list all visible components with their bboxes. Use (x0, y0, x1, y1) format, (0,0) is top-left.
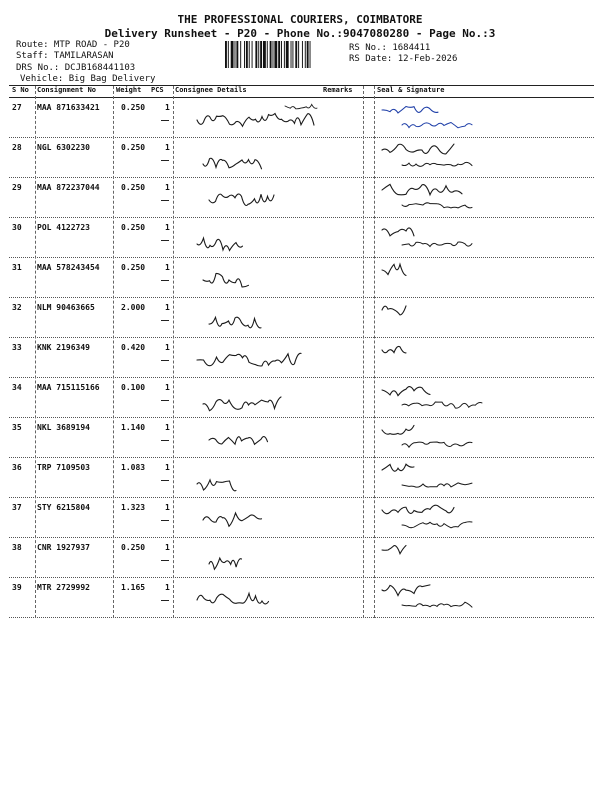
row-pcs: 1 (165, 383, 170, 392)
row-weight: 0.250 (121, 103, 146, 112)
row-weight: 1.140 (121, 423, 146, 432)
vehicle-label: Vehicle: Big Bag Delivery (20, 74, 156, 84)
sheet-subtitle: Delivery Runsheet - P20 - Phone No.:9047080280 - Page No.:3 (104, 27, 496, 40)
row-consignment-no: TRP 7109503 (37, 463, 90, 472)
table-row (9, 498, 594, 538)
row-sno: 33 (12, 343, 22, 352)
row-sno: 32 (12, 303, 22, 312)
table-row (9, 138, 594, 178)
row-pcs: 1 (165, 303, 170, 312)
row-weight: 0.250 (121, 223, 146, 232)
table-row (9, 458, 594, 498)
row-consignment-no: NKL 3689194 (37, 423, 90, 432)
col-seal: Seal & Signature (377, 86, 445, 94)
row-sno: 37 (12, 503, 22, 512)
row-weight: 0.250 (121, 143, 146, 152)
table-row (9, 178, 594, 218)
row-pcs: 1 (165, 543, 170, 552)
signature-area (167, 338, 587, 378)
table-row (9, 258, 594, 298)
row-sno: 39 (12, 583, 22, 592)
row-pcs: 1 (165, 583, 170, 592)
row-weight: 0.250 (121, 263, 146, 272)
row-consignment-no: KNK 2196349 (37, 343, 90, 352)
row-weight: 1.083 (121, 463, 146, 472)
col-consignee: Consignee Details (175, 86, 247, 94)
sheet-title: THE PROFESSIONAL COURIERS, COIMBATORE (177, 13, 423, 26)
row-consignment-no: CNR 1927937 (37, 543, 90, 552)
col-divider-5 (374, 86, 375, 618)
col-divider-4 (363, 86, 364, 618)
row-sno: 31 (12, 263, 22, 272)
row-weight: 2.000 (121, 303, 146, 312)
signature-area (167, 258, 587, 298)
col-weight: Weight (116, 86, 142, 94)
row-weight: 0.250 (121, 543, 146, 552)
signature-area (167, 138, 587, 178)
row-sno: 35 (12, 423, 22, 432)
row-sno: 29 (12, 183, 22, 192)
row-sno: 27 (12, 103, 22, 112)
row-weight: 0.100 (121, 383, 146, 392)
signature-area (167, 218, 587, 258)
row-consignment-no: MAA 715115166 (37, 383, 100, 392)
row-sno: 30 (12, 223, 22, 232)
row-consignment-no: MAA 871633421 (37, 103, 100, 112)
col-remarks: Remarks (323, 86, 353, 94)
rs-number: RS No.: 1684411 (349, 43, 431, 53)
signature-area (167, 298, 587, 338)
row-pcs: 1 (165, 143, 170, 152)
signature-area (167, 178, 587, 218)
row-weight: 0.250 (121, 183, 146, 192)
row-sno: 38 (12, 543, 22, 552)
row-pcs: 1 (165, 223, 170, 232)
signature-area (167, 538, 587, 578)
row-pcs: 1 (165, 423, 170, 432)
row-consignment-no: POL 4122723 (37, 223, 90, 232)
staff-label: Staff: TAMILARASAN (16, 51, 114, 61)
col-divider-1 (35, 86, 36, 618)
table-row (9, 578, 594, 618)
signature-area (167, 498, 587, 538)
row-weight: 1.323 (121, 503, 146, 512)
drs-label: DRS No.: DCJB168441103 (16, 63, 136, 73)
row-pcs: 1 (165, 183, 170, 192)
table-row (9, 98, 594, 138)
row-pcs: 1 (165, 103, 170, 112)
table-row (9, 338, 594, 378)
row-consignment-no: MAA 872237044 (37, 183, 100, 192)
col-pcs: PCS (151, 86, 164, 94)
row-consignment-no: MAA 578243454 (37, 263, 100, 272)
table-row (9, 538, 594, 578)
table-row (9, 378, 594, 418)
signature-area (167, 578, 587, 618)
signature-area (167, 98, 587, 138)
col-consignment: Consignment No (37, 86, 97, 94)
row-pcs: 1 (165, 343, 170, 352)
row-pcs: 1 (165, 463, 170, 472)
row-sno: 28 (12, 143, 22, 152)
row-pcs: 1 (165, 503, 170, 512)
table-row (9, 298, 594, 338)
col-divider-3 (173, 86, 174, 618)
row-pcs: 1 (165, 263, 170, 272)
row-consignment-no: NLM 90463665 (37, 303, 95, 312)
rs-date: RS Date: 12-Feb-2026 (349, 54, 458, 64)
table-row (9, 218, 594, 258)
signature-area (167, 458, 587, 498)
row-consignment-no: NGL 6302230 (37, 143, 90, 152)
barcode-image (224, 41, 344, 68)
row-consignment-no: MTR 2729992 (37, 583, 90, 592)
col-divider-2 (113, 86, 114, 618)
signature-area (167, 418, 587, 458)
table-row (9, 418, 594, 458)
row-weight: 1.165 (121, 583, 146, 592)
signature-area (167, 378, 587, 418)
col-sno: S No (12, 86, 29, 94)
row-sno: 36 (12, 463, 22, 472)
route-label: Route: MTP ROAD - P20 (16, 40, 130, 50)
row-consignment-no: STY 6215804 (37, 503, 90, 512)
row-weight: 0.420 (121, 343, 146, 352)
row-sno: 34 (12, 383, 22, 392)
